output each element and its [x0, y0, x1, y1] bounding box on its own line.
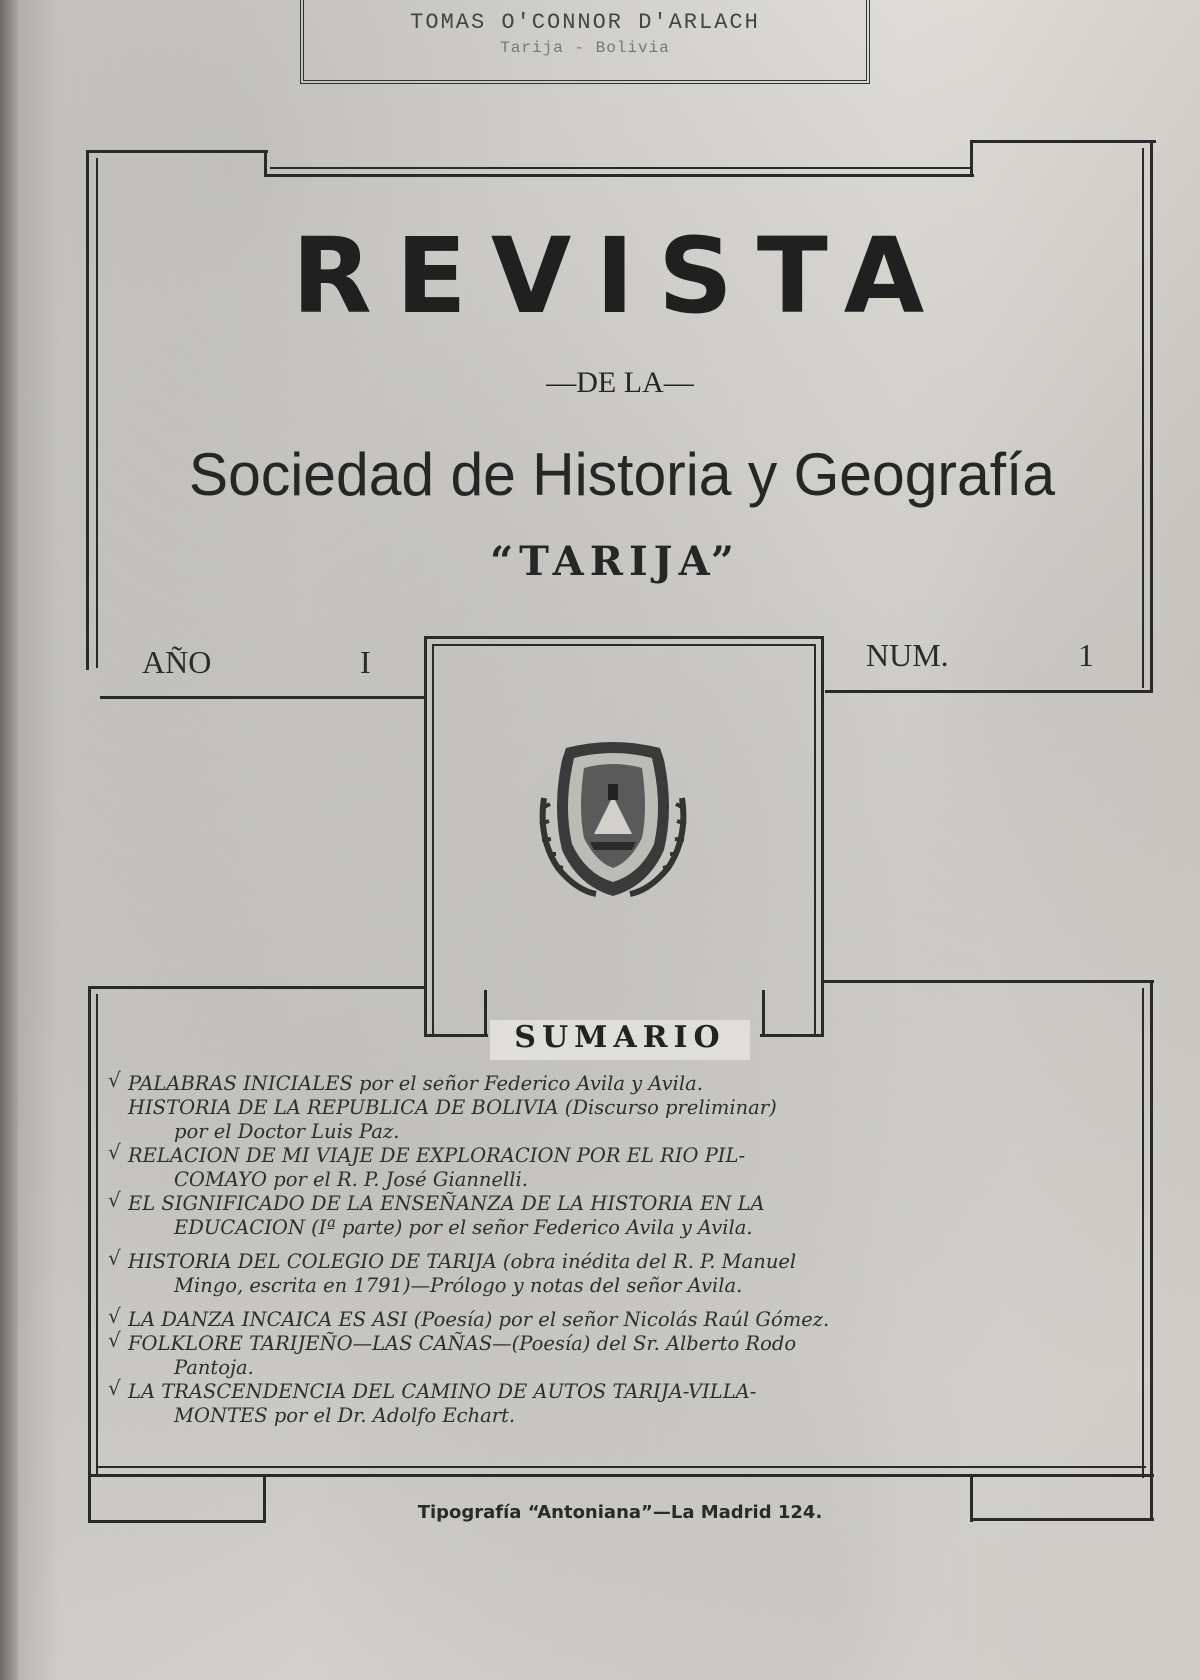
number-label: NUM.: [866, 637, 949, 673]
checkmark-icon: √: [108, 1304, 121, 1328]
list-item: [108, 1246, 1108, 1298]
entry-title: HISTORIA DE LA REPUBLICA DE BOLIVIA (Discurso preliminar): [128, 1096, 777, 1119]
society-name: Sociedad de Historia y Geografía: [188, 441, 1056, 508]
checkmark-icon: √: [108, 1140, 121, 1164]
list-item: [108, 1188, 1108, 1240]
entry-title: HISTORIA DEL COLEGIO DE TARIJA (obra inédita del R. P. Manuel: [128, 1250, 797, 1273]
checkmark-icon: √: [108, 1188, 121, 1212]
list-item: [108, 1376, 1108, 1428]
printer-imprint: Tipografía “Antoniana”—La Madrid 124.: [417, 1502, 823, 1523]
entry-continuation: por el Doctor Luis Paz.: [174, 1120, 400, 1143]
number-value: 1: [1078, 637, 1094, 673]
title-connector: —DE LA—: [546, 366, 694, 399]
stamp-name: TOMAS O'CONNOR D'ARLACH: [410, 10, 760, 35]
entry-continuation: Mingo, escrita en 1791)—Prólogo y notas del señor Avila.: [174, 1274, 743, 1297]
entry-continuation: EDUCACION (Iª parte) por el señor Federico Avila y Avila.: [174, 1216, 753, 1239]
list-item: [108, 1096, 1108, 1144]
entry-title: LA DANZA INCAICA ES ASI (Poesía) por el señor Nicolás Raúl Gómez.: [128, 1308, 830, 1331]
list-item: [108, 1328, 1108, 1380]
summary-heading: SUMARIO: [490, 1020, 750, 1060]
entry-continuation: MONTES por el Dr. Adolfo Echart.: [174, 1404, 516, 1427]
table-of-contents: [108, 1068, 1108, 1428]
entry-title: PALABRAS INICIALES por el señor Federico Avila y Avila.: [128, 1072, 703, 1095]
entry-continuation: COMAYO por el R. P. José Giannelli.: [174, 1168, 528, 1191]
year-value: I: [360, 644, 371, 680]
checkmark-icon: √: [108, 1068, 121, 1092]
checkmark-icon: √: [108, 1328, 121, 1352]
coat-of-arms-icon: [536, 738, 690, 900]
entry-title: FOLKLORE TARIJEÑO—LAS CAÑAS—(Poesía) del Sr. Alberto Rodo: [128, 1332, 797, 1355]
entry-title: EL SIGNIFICADO DE LA ENSEÑANZA DE LA HISTORIA EN LA: [128, 1192, 765, 1215]
ownership-stamp: [300, 0, 870, 84]
checkmark-icon: √: [108, 1376, 121, 1400]
list-item: [108, 1304, 1108, 1332]
list-item: [108, 1068, 1108, 1096]
checkmark-icon: √: [108, 1246, 121, 1270]
entry-title: LA TRASCENDENCIA DEL CAMINO DE AUTOS TARIJA-VILLA-: [128, 1380, 757, 1403]
entry-continuation: Pantoja.: [174, 1356, 254, 1379]
list-item: [108, 1140, 1108, 1192]
magazine-title: REVISTA: [291, 215, 949, 337]
city-name: “TARIJA”: [490, 538, 740, 585]
stamp-place: Tarija - Bolivia: [500, 39, 670, 57]
year-label: AÑO: [142, 644, 212, 680]
entry-title: RELACION DE MI VIAJE DE EXPLORACION POR EL RIO PIL-: [128, 1144, 746, 1167]
